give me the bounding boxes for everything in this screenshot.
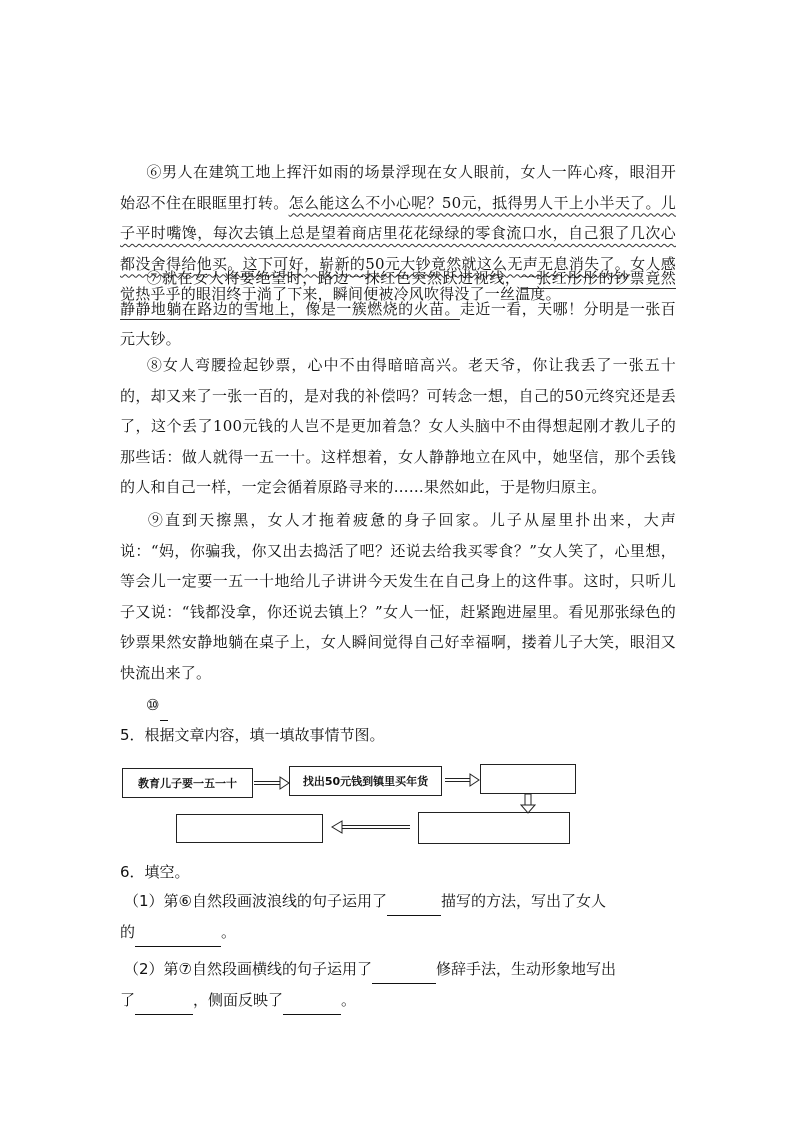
arrow-left (332, 821, 410, 833)
q6-1-blank-2[interactable] (135, 928, 221, 947)
p8-text: ⑧女人弯腰捡起钞票，心中不由得暗暗高兴。老天爷，你让我丢了一张五十的，却又来了一张一百的，是对我的补偿吗？可转念一想，自己的50元终究还是丢了，这个丢了100元钱的人岂不是更加着急？女人头脑中不由得想起刚才教儿子的那些话：做人就得一五一十。这样想着，女人静静地立在风中，她坚信，那个丢钱的人和自己一样，一定会循着原路寻来的……果然如此，于是物归原主。 (120, 356, 676, 496)
p7-lead: ⑦就在女人将要绝望时，路边一抹红色突然跃进视线， (146, 269, 521, 287)
q6-2-text-e: 。 (341, 991, 357, 1009)
q6-1-text-a: （1）第⑥自然段画波浪线的句子运用了 (124, 892, 387, 910)
p7-underlined-sentence: 一张红彤彤的钞票竟然静静地躺在路边的雪地上，像是一簇燃烧的火苗。 (120, 269, 676, 318)
q6-2-text-c: 了 (120, 991, 136, 1009)
arrow-right-1 (254, 777, 289, 789)
q6-1-text-b: 描写的方法，写出了女人 (441, 892, 607, 910)
p6-wavy-sentence: 怎么能这么不小心呢？50元，抵得男人干上小半天了。儿子平时嘴馋，每次去镇上总是望着商店里花花绿绿的零食流口水，自己狠了几次心都没舍得给他买。这下可好，崭新的50元大钞竟然就这么无声无息消失了。 (120, 193, 677, 273)
q6-2-blank-1[interactable] (372, 965, 436, 984)
p7-tail: 走近一看，天哪！分明是一张百元大钞。 (120, 299, 676, 348)
q6-2-text-b: 修辞手法，生动形象地写出 (436, 960, 617, 978)
q6-1-text-c: 的 (120, 923, 136, 941)
plot-box-4-blank[interactable] (418, 812, 570, 844)
question-5-title: 5．根据文章内容，填一填故事情节图。 (120, 726, 385, 744)
q6-1-text-d: 。 (221, 923, 237, 941)
p9-text: ⑨直到天擦黑，女人才拖着疲惫的身子回家。儿子从屋里扑出来，大声说：“妈，你骗我，你又出去捣活了吧？还说去给我买零食？”女人笑了，心里想，等会儿一定要一五一十地给儿子讲讲今天发生在自己身上的这件事。这时，只听儿子又说：“钱都没拿，你还说去镇上？”女人一怔，赶紧跑进屋里。看见那张绿色的钞票果然安静地躺在桌子上，女人瞬间觉得自己好幸福啊，搂着儿子大笑，眼泪又快流出来了。 (120, 511, 676, 682)
plot-box-2: 找出50元钱到镇里买年货 (289, 766, 442, 796)
plot-box-1: 教育儿子要一五一十 (122, 768, 253, 798)
q6-2-text-d: ，侧面反映了 (193, 991, 284, 1009)
question-6-2-line1 (124, 954, 616, 984)
arrow-right-2 (445, 774, 479, 786)
plot-box-3-blank[interactable] (480, 764, 576, 794)
p6-lead: ⑥男人在建筑工地上挥汗如雨的场景浮现在女人眼前，女人一阵心疼，眼泪开始忍不住在眼眶里打转。 (120, 163, 676, 212)
q6-2-text-a: （2）第⑦自然段画横线的句子运用了 (124, 960, 372, 978)
p10-text: ⑩ (146, 696, 160, 714)
q6-2-blank-2[interactable] (135, 996, 193, 1015)
question-6-1-line2 (120, 917, 236, 947)
q6-1-blank-1[interactable] (387, 897, 441, 916)
question-6-2-line2 (120, 985, 356, 1015)
arrow-down (521, 794, 535, 813)
question-6-title: 6．填空。 (120, 863, 190, 881)
plot-box-5-blank[interactable] (176, 814, 323, 843)
q6-2-blank-3[interactable] (283, 996, 341, 1015)
p6-tail: 女人感觉热乎乎的眼泪终于淌了下来，瞬间便被冷风吹得没了一丝温度。 (120, 254, 676, 303)
question-6-1-line1 (124, 886, 606, 916)
